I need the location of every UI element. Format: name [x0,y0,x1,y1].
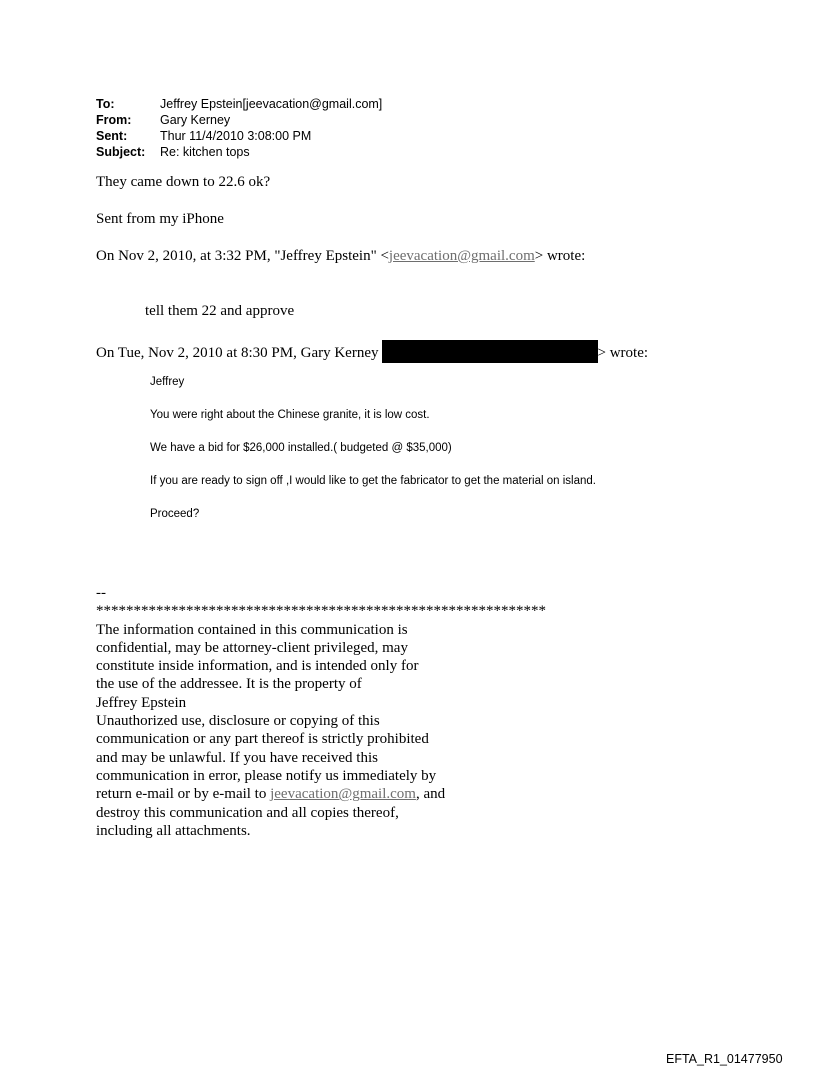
disclaimer-line: Jeffrey Epstein [96,694,187,711]
email-link[interactable]: jeevacation@gmail.com [270,786,416,803]
to-value: Jeffrey Epstein[jeevacation@gmail.com] [160,97,383,111]
email-header [96,96,382,160]
sent-value: Thur 11/4/2010 3:08:00 PM [160,129,312,143]
disclaimer-line: the use of the addressee. It is the property of [96,676,362,693]
disclaimer-line: Unauthorized use, disclosure or copying of this [96,713,380,730]
inner-line-5: Proceed? [150,508,200,520]
quote-header-2 [96,340,648,363]
disclaimer-line: communication or any part thereof is strictly prohibited [96,731,429,748]
from-row [96,112,382,128]
email-link[interactable]: jeevacation@gmail.com [388,248,535,264]
quote-header-1-suffix: > wrote: [534,248,586,264]
signature-stars: ************************************************************ [96,603,546,620]
return-suffix: , and [415,786,446,803]
inner-line-4: If you are ready to sign off ,I would like to get the fabricator to get the material on island. [150,475,596,487]
subject-value: Re: kitchen tops [160,145,250,159]
disclaimer-line: communication in error, please notify us immediately by [96,767,437,784]
inner-line-1: Jeffrey [150,376,185,388]
inner-line-3: We have a bid for $26,000 installed.( budgeted @ $35,000) [150,442,452,454]
quote-header-1-prefix: On Nov 2, 2010, at 3:32 PM, "Jeffrey Epstein" < [96,248,389,264]
disclaimer-line: constitute inside information, and is intended only for [96,658,419,675]
from-label: From: [96,113,132,127]
inner-line-2: You were right about the Chinese granite, it is low cost. [150,409,430,421]
disclaimer [96,584,546,840]
disclaimer-line: destroy this communication and all copies thereof, [96,804,399,821]
quote-header-1 [96,248,585,265]
from-value: Gary Kerney [160,113,231,127]
reply-1: tell them 22 and approve [145,303,295,319]
document-id: EFTA_R1_01477950 [666,1052,783,1066]
quote-header-2-prefix: On Tue, Nov 2, 2010 at 8:30 PM, Gary Kerney [96,345,379,361]
disclaimer-line: The information contained in this communication is [96,621,408,638]
return-prefix: return e-mail or by e-mail to [96,786,271,803]
redaction-block [382,340,598,363]
to-label: To: [96,97,115,111]
disclaimer-line: confidential, may be attorney-client privileged, may [96,639,408,656]
disclaimer-line: including all attachments. [96,822,251,839]
disclaimer-line: and may be unlawful. If you have received this [96,749,378,766]
quote-header-2-suffix: > wrote: [597,345,649,361]
signature-dashes: -- [96,585,106,601]
subject-label: Subject: [96,145,146,159]
sent-label: Sent: [96,129,128,143]
body-line-1: They came down to 22.6 ok? [96,174,271,190]
disclaimer-return-line [96,785,546,803]
subject-row [96,144,382,160]
sent-row [96,128,382,144]
body-line-2: Sent from my iPhone [96,211,224,227]
to-row [96,96,382,112]
